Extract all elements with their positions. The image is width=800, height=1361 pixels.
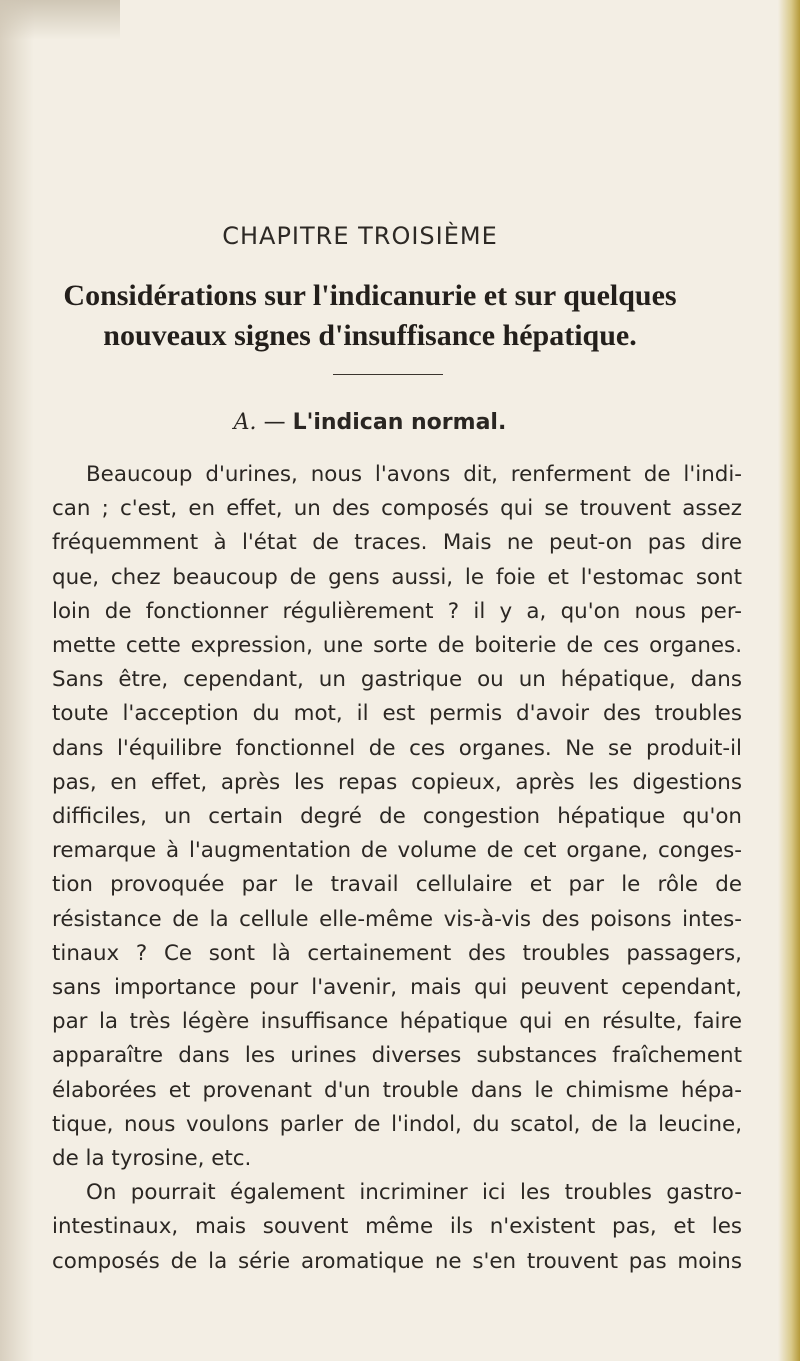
text-line: difficiles, un certain degré de congestion hépatique qu'on	[52, 804, 742, 830]
text-line: élaborées et provenant d'un trouble dans le chimisme hépa-	[52, 1077, 742, 1103]
chapter-heading: CHAPITRE TROISIÈME	[222, 222, 498, 250]
body-text	[52, 458, 742, 1279]
page-corner-shadow	[0, 0, 120, 40]
text-line: fréquemment à l'état de traces. Mais ne peut-on pas dire	[52, 530, 742, 556]
divider-rule	[333, 374, 443, 375]
text-line: tion provoquée par le travail cellulaire et par le rôle de	[52, 872, 742, 898]
text-line: résistance de la cellule elle-même vis-à-vis des poisons intes-	[52, 906, 742, 932]
section-title: L'indican normal.	[292, 410, 507, 435]
text-line: de la tyrosine, etc.	[52, 1146, 252, 1172]
title-line: nouveaux signes d'insuffisance hépatique.	[103, 319, 637, 352]
text-line: toute l'acception du mot, il est permis d'avoir des troubles	[52, 701, 742, 727]
text-line: sans importance pour l'avenir, mais qui peuvent cependant,	[52, 975, 742, 1001]
text-line: composés de la série aromatique ne s'en trouvent pas moins	[52, 1248, 742, 1274]
page-edge-right	[778, 0, 800, 1361]
text-line: Beaucoup d'urines, nous l'avons dit, renferment de l'indi-	[86, 462, 742, 487]
section-letter: A.	[233, 410, 257, 435]
text-line: tinaux ? Ce sont là certainement des troubles passagers,	[52, 940, 742, 966]
text-line: intestinaux, mais souvent même ils n'existent pas, et les	[52, 1214, 742, 1240]
text-line: remarque à l'augmentation de volume de cet organe, conges-	[52, 838, 742, 864]
section-dash: —	[263, 410, 286, 435]
text-line: can ; c'est, en effet, un des composés qui se trouvent assez	[52, 496, 742, 522]
text-line: mette cette expression, une sorte de boiterie de ces organes.	[52, 633, 742, 659]
text-line: Sans être, cependant, un gastrique ou un hépatique, dans	[52, 667, 742, 693]
section-heading	[0, 410, 740, 435]
chapter-title	[20, 276, 720, 356]
text-line: apparaître dans les urines diverses substances fraîchement	[52, 1043, 742, 1069]
page-edge-left	[0, 0, 34, 1361]
text-line: tique, nous voulons parler de l'indol, du scatol, de la leucine,	[52, 1111, 742, 1137]
text-line: pas, en effet, après les repas copieux, après les digestions	[52, 769, 742, 795]
title-line: Considérations sur l'indicanurie et sur quelques	[63, 279, 677, 312]
text-line: dans l'équilibre fonctionnel de ces organes. Ne se produit-il	[52, 735, 742, 761]
text-line: On pourrait également incriminer ici les troubles gastro-	[86, 1180, 742, 1206]
text-line: par la très légère insuffisance hépatique qui en résulte, faire	[52, 1009, 742, 1035]
text-line: que, chez beaucoup de gens aussi, le foie et l'estomac sont	[52, 564, 742, 590]
text-line: loin de fonctionner régulièrement ? il y a, qu'on nous per-	[52, 598, 742, 624]
